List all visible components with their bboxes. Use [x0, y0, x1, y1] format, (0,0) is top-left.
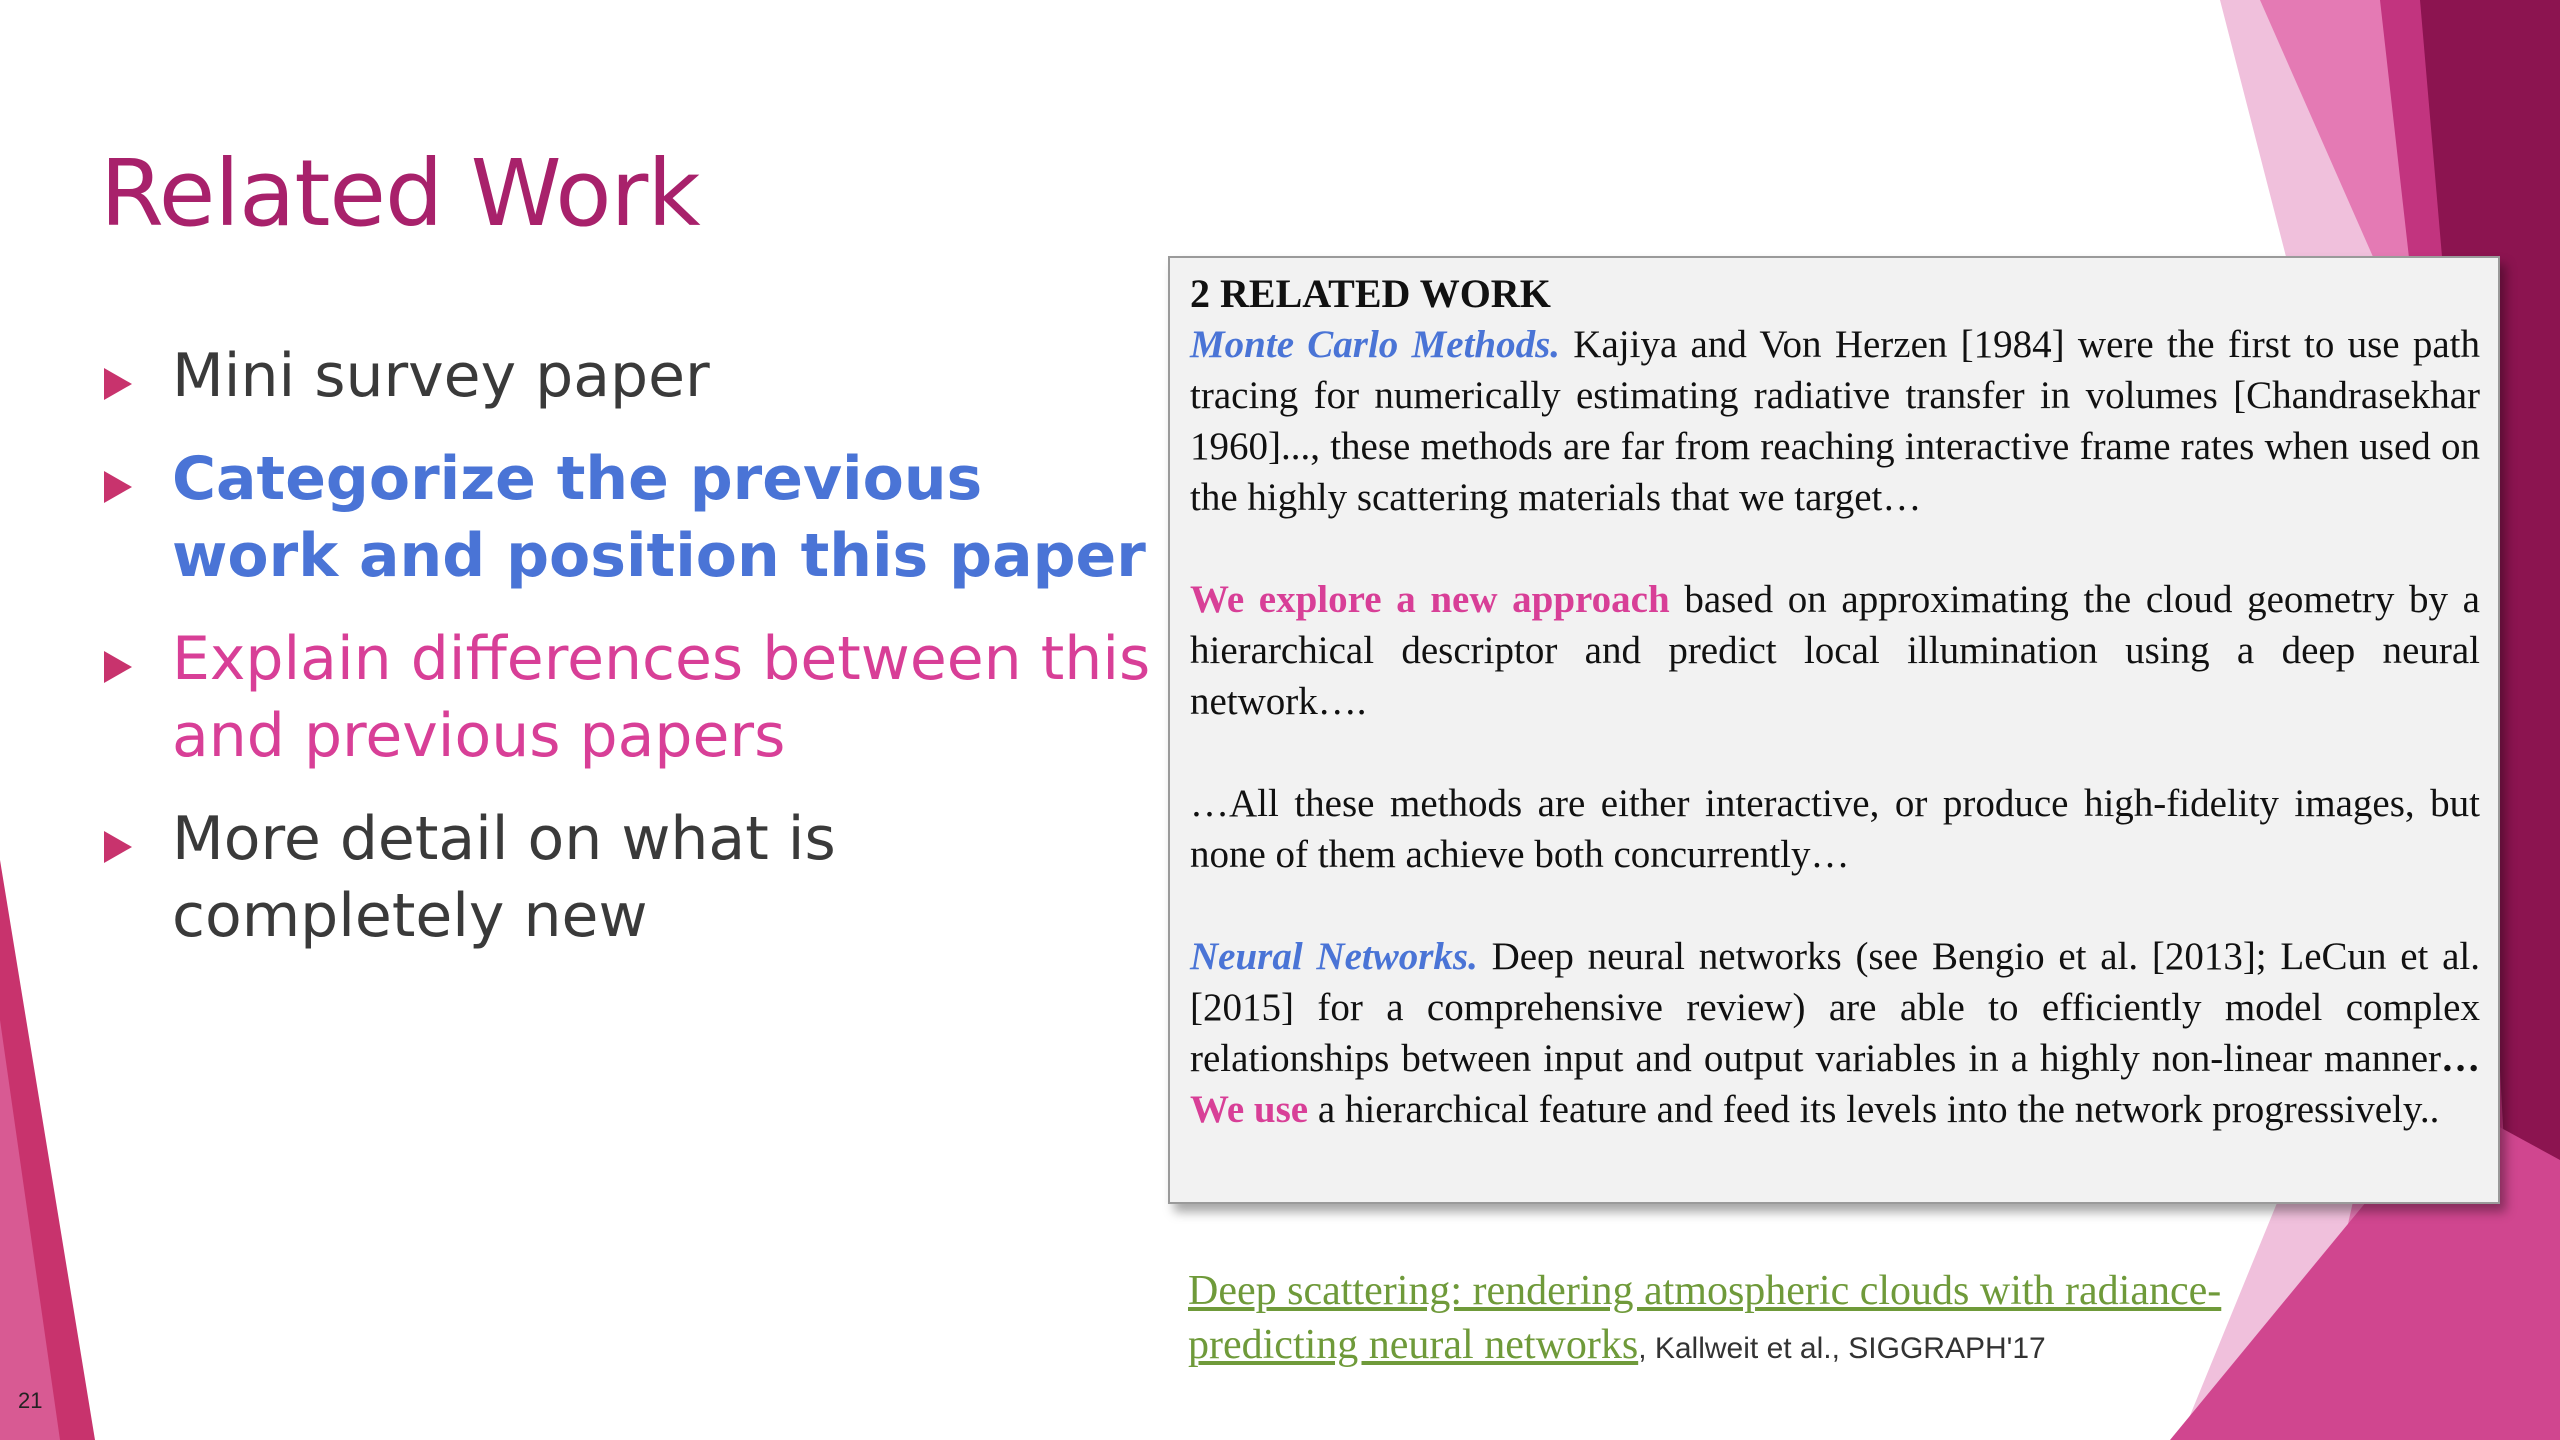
paper-excerpt [1168, 256, 2500, 1204]
paragraph-text: …All these methods are either interactive, or produce high-fidelity images, but none of them achieve both concurrently… [1190, 782, 2480, 876]
page-title: Related Work [100, 140, 700, 247]
section-lead: Neural Networks. [1190, 935, 1478, 978]
bullet-text: More detail on what is completely new [172, 804, 836, 951]
bullet-item [100, 801, 1160, 955]
bullet-text: Mini survey paper [172, 341, 710, 411]
citation [1188, 1268, 2388, 1376]
excerpt-paragraph [1190, 778, 2480, 880]
paragraph-text: a hierarchical feature and feed its levels into the network progressively.. [1308, 1088, 2440, 1131]
excerpt-paragraph [1190, 931, 2480, 1135]
triangle-bullet-icon [104, 368, 132, 400]
bullet-list [100, 338, 1160, 981]
highlight-phrase: We use [1190, 1088, 1309, 1131]
section-lead: Monte Carlo Methods. [1190, 323, 1561, 366]
excerpt-heading: 2 RELATED WORK [1190, 271, 1551, 316]
paper-link[interactable]: Deep scattering: rendering atmospheric clouds with radiance-predicting neural networks [1188, 1268, 2222, 1368]
paragraph-text: Deep neural networks (see Bengio et al. [2013]; LeCun et al.[2015] for a comprehensive review) are able to efficiently model complex relationships between input and output variables in a highly non-linear manner [1190, 935, 2481, 1080]
bullet-item [100, 441, 1160, 595]
bullet-item [100, 338, 1160, 415]
citation-authors: , Kallweit et al., SIGGRAPH'17 [1638, 1332, 2046, 1365]
excerpt-paragraph [1190, 319, 2480, 523]
bullet-text: Explain differences between this and previous papers [172, 624, 1151, 771]
bullet-item [100, 621, 1160, 775]
paragraph-text: based on approximating the cloud geometry by a hierarchical descriptor and predict local illumination using a deep neural network…. [1190, 578, 2480, 723]
paragraph-text: Kajiya and Von Herzen [1984] were the first to use path tracing for numerically estimating radiative transfer in volumes [Chandrasekhar 1960]..., these methods are far from reaching interactive frame rates when used on the highly scattering materials that we target… [1190, 323, 2480, 519]
triangle-bullet-icon [104, 651, 132, 683]
excerpt-paragraph [1190, 574, 2480, 727]
triangle-bullet-icon [104, 471, 132, 503]
ellipsis: … [2441, 1037, 2480, 1080]
highlight-phrase: We explore a new approach [1190, 578, 1670, 621]
triangle-bullet-icon [104, 831, 132, 863]
page-number: 21 [18, 1388, 43, 1413]
bullet-text: Categorize the previous work and position this paper [172, 444, 1146, 591]
